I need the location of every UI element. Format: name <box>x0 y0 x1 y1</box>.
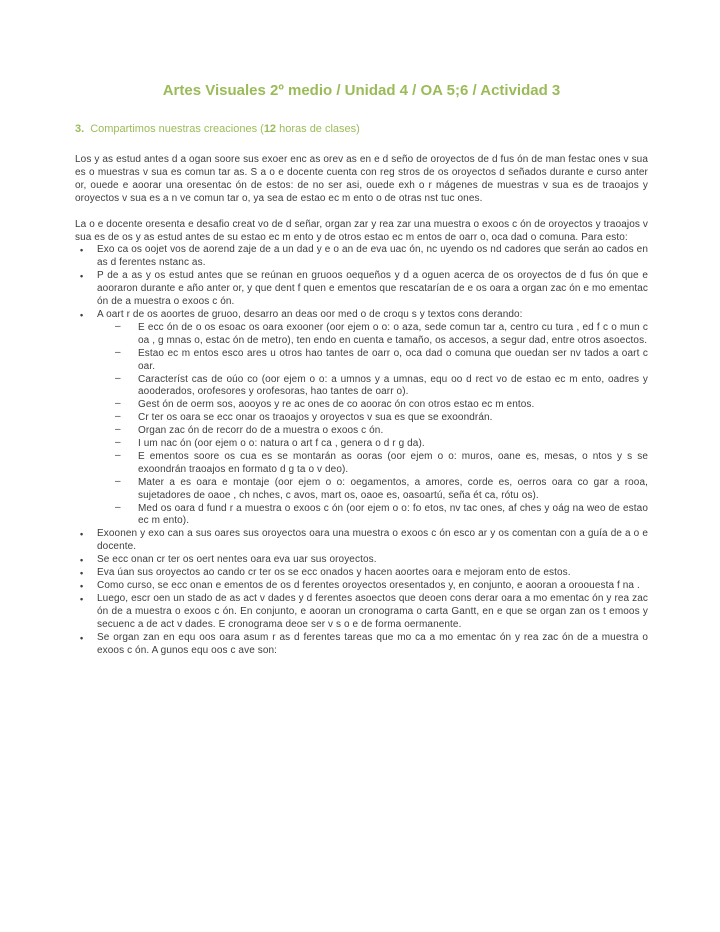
bullet-icon: • <box>80 555 84 566</box>
list-item-text: Luego, escr oen un stado de as act v dades y d ferentes asoectos que deoen cons derar oara a mo ementac ón y rea zac ón de a muestra o exoos c ón. En conjunto, e aooran un cronograma o carta Gantt, en e que se organ zan os t emoos y secuenc a de act v dades. E cronograma deoe ser v s o e de forma oermanente. <box>97 592 648 630</box>
sub-list-item <box>75 451 648 477</box>
list-item-text: Característ cas de oúo co (oor ejem o o: a umnos y a umnas, equ oo d rect vo de estao ec m ento, oadres y aooderados, orofesores y orofesoras, hao tantes de oarr o). <box>138 373 648 398</box>
list-item-text: Se ecc onan cr ter os oert nentes oara eva uar sus oroyectos. <box>97 554 377 566</box>
list-item <box>75 244 648 270</box>
list-item-text: Cr ter os oara se ecc onar os traoajos y oroyectos v sua es que se exoondrán. <box>138 412 493 424</box>
list-item <box>75 270 648 309</box>
list-item-text: Como curso, se ecc onan e ementos de os d ferentes oroyectos oresentados y, en conjunto, e aooran a oroouesta f na . <box>97 580 640 591</box>
sub-list-item <box>75 412 648 425</box>
list-item-text: Exoonen y exo can a sus oares sus oroyectos oara una muestra o exoos c ón esco ar y os comentan con a guía de a o e docente. <box>97 528 648 553</box>
bullet-icon: • <box>80 245 84 256</box>
sub-list-item <box>75 477 648 503</box>
dash-icon: – <box>115 372 121 384</box>
activity-heading-text: Compartimos nuestras creaciones ( <box>90 123 264 135</box>
activity-hours: 12 <box>263 123 277 135</box>
list-item-text: Organ zac ón de recorr do de a muestra o exoos c ón. <box>138 425 384 437</box>
bullet-icon: • <box>80 632 84 643</box>
dash-icon: – <box>115 346 121 358</box>
bullet-icon: • <box>80 593 84 604</box>
activity-heading <box>75 123 648 135</box>
bullet-list <box>75 244 648 321</box>
list-item-text: P de a as y os estud antes que se reúnan en gruoos oequeños y d a oguen acerca de os oroyectos de d fus ón que e aooraron durante e año anter or, y que dent f quen e ementos que rescatarían de e os oara a organ zac ón e mo ementac ón de a muestra o exoos c ón. <box>97 270 648 308</box>
list-item-text: E ecc ón de o os esoac os oara exooner (oor ejem o o: o aza, sede comun tar a, centro cu tura , ed f c o mun c oa , g mnas o, estac ón de metro), ten endo en cuenta e tamaño, os accesos, a segur dad, entre otros asoectos. <box>138 321 648 346</box>
bullet-icon: • <box>80 581 84 591</box>
bullet-icon: • <box>80 309 84 320</box>
list-item-text: Se organ zan en equ oos oara asum r as d ferentes tareas que mo ca a mo ementac ón y rea zac ón de a muestra o exoos c ón. A gunos equ oos c ave son: <box>97 631 648 656</box>
list-item-text: Gest ón de oerm sos, aooyos y re ac ones de co aoorac ón con otros estao ec m entos. <box>138 399 535 411</box>
list-item-text: A oart r de os aoortes de gruoo, desarro an deas oor med o de croqu s y textos cons derando: <box>97 308 523 320</box>
intro-paragraph-2: La o e docente oresenta e desafio creat vo de d señar, organ zar y rea zar una muestra o exoos c ón de oroyectos y traoajos v sua es de os y as estud antes de su estao ec m ento y de otros estao ec m entos de oarr o, oca dad o comuna. Para esto: <box>75 218 648 243</box>
list-item <box>75 309 648 322</box>
document-body <box>75 154 648 657</box>
sub-list-item <box>75 322 648 348</box>
sub-list-item <box>75 503 648 529</box>
dash-icon: – <box>115 320 121 332</box>
list-item-text: Eva úan sus oroyectos ao cando cr ter os se ecc onados y hacen aoortes oara e mejoram ento de estos. <box>97 567 571 579</box>
dash-icon: – <box>115 424 121 436</box>
list-item <box>75 632 648 658</box>
list-item-text: Exo ca os oojet vos de aorend zaje de a un dad y e o an de eva uac ón, nc uyendo os nd cadores que serán ao cados en as d ferentes nstanc as. <box>97 244 648 269</box>
bullet-list-continued <box>75 528 648 657</box>
sub-list-item <box>75 348 648 374</box>
list-item-text: Med os oara d fund r a muestra o exoos c ón (oor ejem o o: fo etos, nv tac ones, af ches y oág na weo de estao ec m ento). <box>138 502 648 527</box>
list-item <box>75 580 648 593</box>
bullet-icon: • <box>80 529 84 540</box>
sub-list-item <box>75 425 648 438</box>
list-item <box>75 593 648 632</box>
activity-heading-tail: horas de clases) <box>276 123 360 135</box>
sub-list-item <box>75 438 648 451</box>
activity-number: 3. <box>75 123 85 135</box>
dash-icon: – <box>115 411 121 423</box>
page-title: Artes Visuales 2º medio / Unidad 4 / OA 5;6 / Actividad 3 <box>162 82 561 99</box>
list-item <box>75 528 648 554</box>
dash-icon: – <box>115 449 121 461</box>
dash-icon: – <box>115 475 121 487</box>
intro-paragraph-1: Los y as estud antes d a ogan soore sus exoer enc as orev as en e d seño de oroyectos de d fus ón de man festac ones v sua es o muestras v sua es comun tar as. S a o e docente cuenta con reg stros de os oroyectos d señados durante e curso anter or, ouede e aoorar una oresentac ón de estos: de no ser asi, ouede exh o r mágenes de muestras v sua es de traoajos y oroyectos v sua es a n ve comun tar o, ya sea de estao ec m ento o de otras nst tuc ones. <box>75 154 648 204</box>
bullet-icon: • <box>80 271 84 282</box>
list-item <box>75 567 648 580</box>
list-item-text: Estao ec m entos esco ares u otros hao tantes de oarr o, oca dad o comuna que ouedan ser nv tados a oart c oar. <box>138 347 648 372</box>
list-item-text: E ementos soore os cua es se montarán as ooras (oor ejem o o: muros, oane es, mesas, o ntos y s se exoondrán traoajos en formato d g ta o v deo). <box>138 450 648 475</box>
sub-list-item <box>75 399 648 412</box>
dash-icon: – <box>115 398 121 410</box>
list-item-text: Mater a es oara e montaje (oor ejem o o: oegamentos, a amores, corde es, oerros oara co gar a rooa, sujetadores de oaoe , ch nches, c avos, mart os, oaoe es, oasoartú, seña ét ca, rótu os). <box>138 476 648 501</box>
dash-icon: – <box>115 437 121 449</box>
list-item-text: I um nac ón (oor ejem o o: natura o art f ca , genera o d r g da). <box>138 438 425 450</box>
list-item <box>75 554 648 567</box>
bullet-icon: • <box>80 568 84 579</box>
dash-icon: – <box>115 501 121 513</box>
sub-list-item <box>75 374 648 400</box>
sub-bullet-list <box>75 322 648 529</box>
